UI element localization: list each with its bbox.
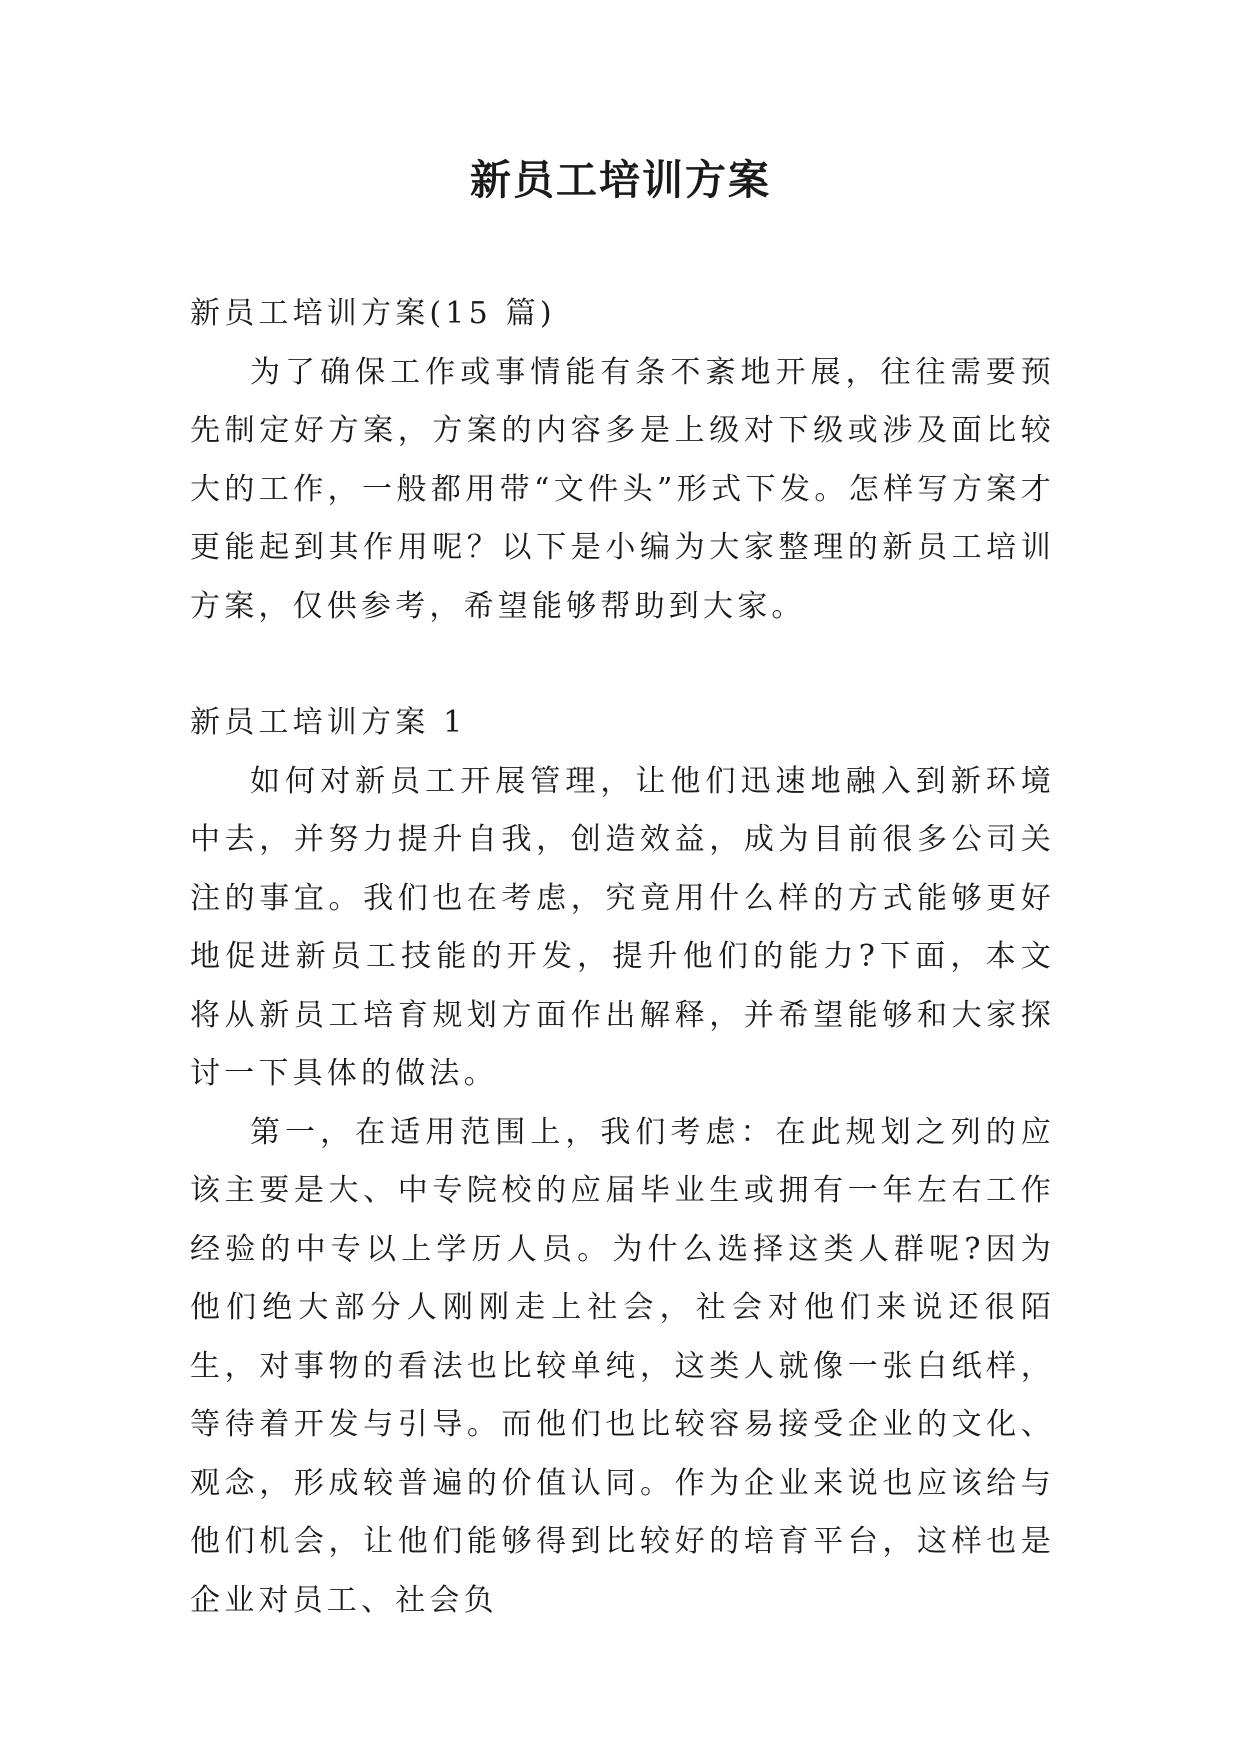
intro-paragraph: 为了确保工作或事情能有条不紊地开展，往往需要预先制定好方案，方案的内容多是上级对下级或涉及面比较大的工作，一般都用带“文件头”形式下发。怎样写方案才更能起到其作用呢？以下是小编为大家整理的新员工培训方案，仅供参考，希望能够帮助到大家。 xyxy=(190,354,1055,624)
document-subtitle: 新员工培训方案(15 篇) xyxy=(190,296,556,331)
body-paragraph: 如何对新员工开展管理，让他们迅速地融入到新环境中去，并努力提升自我，创造效益，成为目前很多公司关注的事宜。我们也在考虑，究竟用什么样的方式能够更好地促进新员工技能的开发，提升他们的能力?下面，本文将从新员工培育规划方面作出解释，并希望能够和大家探讨一下具体的做法。 xyxy=(190,763,1055,1091)
document-body xyxy=(190,285,1055,1630)
body-paragraph: 第一，在适用范围上，我们考虑：在此规划之列的应该主要是大、中专院校的应届毕业生或拥有一年左右工作经验的中专以上学历人员。为什么选择这类人群呢?因为他们绝大部分人刚刚走上社会，社会对他们来说还很陌生，对事物的看法也比较单纯，这类人就像一张白纸样，等待着开发与引导。而他们也比较容易接受企业的文化、观念，形成较普遍的价值认同。作为企业来说也应该给与他们机会，让他们能够得到比较好的培育平台，这样也是企业对员工、社会负 xyxy=(190,1114,1055,1618)
section-spacer xyxy=(190,636,1055,694)
document-title: 新员工培训方案 xyxy=(470,156,771,204)
section-heading: 新员工培训方案 1 xyxy=(190,705,467,740)
